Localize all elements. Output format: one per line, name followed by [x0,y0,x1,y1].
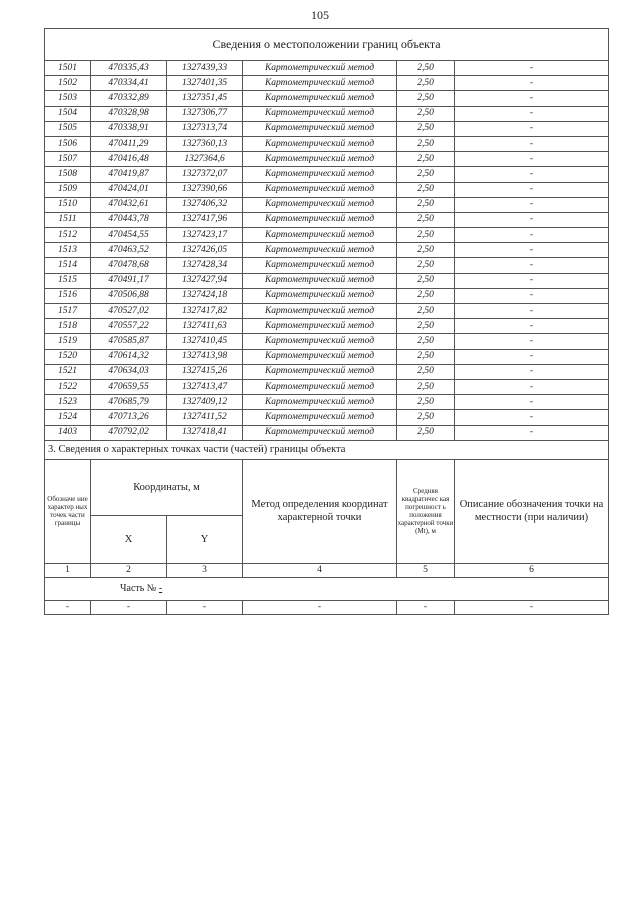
cell-point-number: 1502 [45,76,91,91]
cell-mean-error: 2,50 [397,91,455,106]
cell-x-coordinate: 470463,52 [91,243,167,258]
cell-y-coordinate: 1327360,13 [167,136,243,151]
table-row [45,61,609,76]
boundary-table [44,28,609,441]
cell-x-coordinate: 470585,87 [91,334,167,349]
cell-y-coordinate: 1327413,47 [167,379,243,394]
cell-point-number: 1507 [45,152,91,167]
cell-method: Картометрический метод [243,182,397,197]
cell-description: - [455,273,609,288]
cell-y-coordinate: 1327427,94 [167,273,243,288]
cell-point-number: 1513 [45,243,91,258]
cell-y-coordinate: 1327313,74 [167,121,243,136]
header-mean-error: Средняя квадратичес кая погрешност ь положения характерной точки (Mt), м [397,459,455,563]
cell-mean-error: 2,50 [397,167,455,182]
cell-method: Картометрический метод [243,288,397,303]
cell-y-coordinate: 1327418,41 [167,425,243,440]
cell-mean-error: 2,50 [397,425,455,440]
table-row [45,334,609,349]
table-row [45,304,609,319]
page-number: 105 [311,8,329,22]
cell-description: - [455,76,609,91]
cell-mean-error: 2,50 [397,228,455,243]
cell-x-coordinate: 470527,02 [91,304,167,319]
table-row [45,243,609,258]
cell-description: - [455,106,609,121]
cell-point-number: 1517 [45,304,91,319]
cell-mean-error: 2,50 [397,319,455,334]
column-number: 1 [45,563,91,577]
table-row [45,212,609,227]
cell-method: Картометрический метод [243,258,397,273]
cell-point-number: 1520 [45,349,91,364]
boundaries-title: Сведения о местоположении границ объекта [45,29,609,61]
cell-method: Картометрический метод [243,364,397,379]
part-points-table [44,441,609,615]
cell-mean-error: 2,50 [397,410,455,425]
cell-y-coordinate: 1327306,77 [167,106,243,121]
cell-point-number: 1504 [45,106,91,121]
cell-x-coordinate: 470424,01 [91,182,167,197]
header-method: Метод определения координат характерной точки [243,459,397,563]
cell-x-coordinate: 470411,29 [91,136,167,151]
cell-x-coordinate: 470614,32 [91,349,167,364]
cell-point-number: 1518 [45,319,91,334]
table-row [45,136,609,151]
cell-mean-error: 2,50 [397,395,455,410]
table-row [45,167,609,182]
header-x: X [91,515,167,563]
cell-method: Картометрический метод [243,395,397,410]
cell-mean-error: 2,50 [397,349,455,364]
table-row [45,228,609,243]
cell-mean-error: 2,50 [397,182,455,197]
cell-point-number: 1515 [45,273,91,288]
column-number: 2 [91,563,167,577]
cell-x-coordinate: 470332,89 [91,91,167,106]
cell-y-coordinate: 1327411,52 [167,410,243,425]
cell-method: Картометрический метод [243,228,397,243]
cell-method: Картометрический метод [243,61,397,76]
table-row [45,410,609,425]
cell-mean-error: 2,50 [397,243,455,258]
cell-x-coordinate: 470328,98 [91,106,167,121]
cell-description: - [455,182,609,197]
cell-y-coordinate: 1327426,05 [167,243,243,258]
cell-description: - [455,379,609,394]
cell-mean-error: 2,50 [397,197,455,212]
cell-description: - [455,91,609,106]
cell-x-coordinate: 470659,55 [91,379,167,394]
part-number: - [158,583,163,595]
cell-empty: - [455,600,609,614]
cell-point-number: 1512 [45,228,91,243]
cell-point-number: 1403 [45,425,91,440]
cell-x-coordinate: 470506,88 [91,288,167,303]
cell-method: Картометрический метод [243,410,397,425]
table-row [45,349,609,364]
cell-point-number: 1522 [45,379,91,394]
table-row [45,364,609,379]
cell-mean-error: 2,50 [397,76,455,91]
cell-x-coordinate: 470792,02 [91,425,167,440]
cell-x-coordinate: 470419,87 [91,167,167,182]
cell-empty: - [167,600,243,614]
table-row [45,106,609,121]
column-number: 5 [397,563,455,577]
cell-mean-error: 2,50 [397,61,455,76]
cell-mean-error: 2,50 [397,258,455,273]
cell-method: Картометрический метод [243,136,397,151]
cell-y-coordinate: 1327413,98 [167,349,243,364]
cell-point-number: 1508 [45,167,91,182]
table-row [45,258,609,273]
cell-method: Картометрический метод [243,121,397,136]
part-label-cell [45,577,609,600]
table-row [45,91,609,106]
header-y: Y [167,515,243,563]
cell-point-number: 1501 [45,61,91,76]
cell-description: - [455,243,609,258]
column-number: 3 [167,563,243,577]
cell-y-coordinate: 1327439,33 [167,61,243,76]
cell-y-coordinate: 1327406,32 [167,197,243,212]
cell-method: Картометрический метод [243,334,397,349]
cell-description: - [455,364,609,379]
table-row [45,152,609,167]
cell-point-number: 1510 [45,197,91,212]
cell-mean-error: 2,50 [397,379,455,394]
cell-method: Картометрический метод [243,349,397,364]
cell-empty: - [45,600,91,614]
cell-mean-error: 2,50 [397,304,455,319]
cell-empty: - [397,600,455,614]
cell-x-coordinate: 470713,26 [91,410,167,425]
cell-mean-error: 2,50 [397,364,455,379]
cell-method: Картометрический метод [243,212,397,227]
table-row [45,425,609,440]
cell-x-coordinate: 470416,48 [91,152,167,167]
table-row [45,273,609,288]
cell-y-coordinate: 1327417,96 [167,212,243,227]
cell-mean-error: 2,50 [397,273,455,288]
cell-description: - [455,228,609,243]
cell-description: - [455,395,609,410]
cell-empty: - [243,600,397,614]
cell-mean-error: 2,50 [397,212,455,227]
cell-description: - [455,410,609,425]
table-row [45,600,609,614]
cell-y-coordinate: 1327372,07 [167,167,243,182]
cell-point-number: 1503 [45,91,91,106]
cell-mean-error: 2,50 [397,121,455,136]
cell-y-coordinate: 1327410,45 [167,334,243,349]
table-row [45,76,609,91]
cell-method: Картометрический метод [243,152,397,167]
cell-method: Картометрический метод [243,106,397,121]
header-point-designation: Обозначе ние характер ных точек части границы [45,459,91,563]
table-row [45,197,609,212]
cell-y-coordinate: 1327409,12 [167,395,243,410]
document-body [44,28,608,615]
cell-point-number: 1523 [45,395,91,410]
cell-y-coordinate: 1327351,45 [167,91,243,106]
cell-point-number: 1511 [45,212,91,227]
cell-y-coordinate: 1327401,35 [167,76,243,91]
cell-mean-error: 2,50 [397,106,455,121]
cell-description: - [455,152,609,167]
cell-description: - [455,304,609,319]
cell-x-coordinate: 470557,22 [91,319,167,334]
cell-description: - [455,319,609,334]
cell-x-coordinate: 470454,55 [91,228,167,243]
cell-method: Картометрический метод [243,197,397,212]
cell-x-coordinate: 470443,78 [91,212,167,227]
cell-method: Картометрический метод [243,76,397,91]
cell-empty: - [91,600,167,614]
cell-description: - [455,334,609,349]
cell-x-coordinate: 470335,43 [91,61,167,76]
cell-description: - [455,121,609,136]
column-number: 6 [455,563,609,577]
cell-y-coordinate: 1327411,63 [167,319,243,334]
header-description: Описание обозначения точки на местности (при наличии) [455,459,609,563]
cell-description: - [455,349,609,364]
cell-x-coordinate: 470491,17 [91,273,167,288]
cell-method: Картометрический метод [243,319,397,334]
cell-x-coordinate: 470338,91 [91,121,167,136]
cell-method: Картометрический метод [243,304,397,319]
cell-y-coordinate: 1327428,34 [167,258,243,273]
section3-title: 3. Сведения о характерных точках части (частей) границы объекта [45,441,609,460]
cell-method: Картометрический метод [243,243,397,258]
cell-point-number: 1516 [45,288,91,303]
cell-x-coordinate: 470432,61 [91,197,167,212]
cell-point-number: 1521 [45,364,91,379]
cell-description: - [455,258,609,273]
cell-method: Картометрический метод [243,91,397,106]
cell-description: - [455,197,609,212]
table-row [45,379,609,394]
table-row [45,395,609,410]
cell-description: - [455,425,609,440]
part-label: Часть № [120,583,157,595]
cell-description: - [455,136,609,151]
cell-description: - [455,61,609,76]
cell-y-coordinate: 1327390,66 [167,182,243,197]
cell-mean-error: 2,50 [397,288,455,303]
cell-y-coordinate: 1327423,17 [167,228,243,243]
cell-mean-error: 2,50 [397,334,455,349]
table-row [45,121,609,136]
cell-description: - [455,167,609,182]
cell-description: - [455,212,609,227]
cell-method: Картометрический метод [243,273,397,288]
column-number: 4 [243,563,397,577]
cell-y-coordinate: 1327424,18 [167,288,243,303]
cell-y-coordinate: 1327415,26 [167,364,243,379]
cell-method: Картометрический метод [243,167,397,182]
table-row [45,288,609,303]
cell-y-coordinate: 1327364,6 [167,152,243,167]
cell-point-number: 1505 [45,121,91,136]
cell-x-coordinate: 470334,41 [91,76,167,91]
header-coordinates: Координаты, м [91,459,243,515]
cell-x-coordinate: 470634,03 [91,364,167,379]
cell-point-number: 1514 [45,258,91,273]
cell-point-number: 1524 [45,410,91,425]
cell-point-number: 1506 [45,136,91,151]
table-row [45,319,609,334]
column-numbers-row [45,563,609,577]
table-row [45,182,609,197]
cell-x-coordinate: 470478,68 [91,258,167,273]
cell-mean-error: 2,50 [397,152,455,167]
cell-method: Картометрический метод [243,425,397,440]
cell-description: - [455,288,609,303]
cell-mean-error: 2,50 [397,136,455,151]
cell-y-coordinate: 1327417,82 [167,304,243,319]
cell-method: Картометрический метод [243,379,397,394]
cell-point-number: 1519 [45,334,91,349]
cell-x-coordinate: 470685,79 [91,395,167,410]
cell-point-number: 1509 [45,182,91,197]
